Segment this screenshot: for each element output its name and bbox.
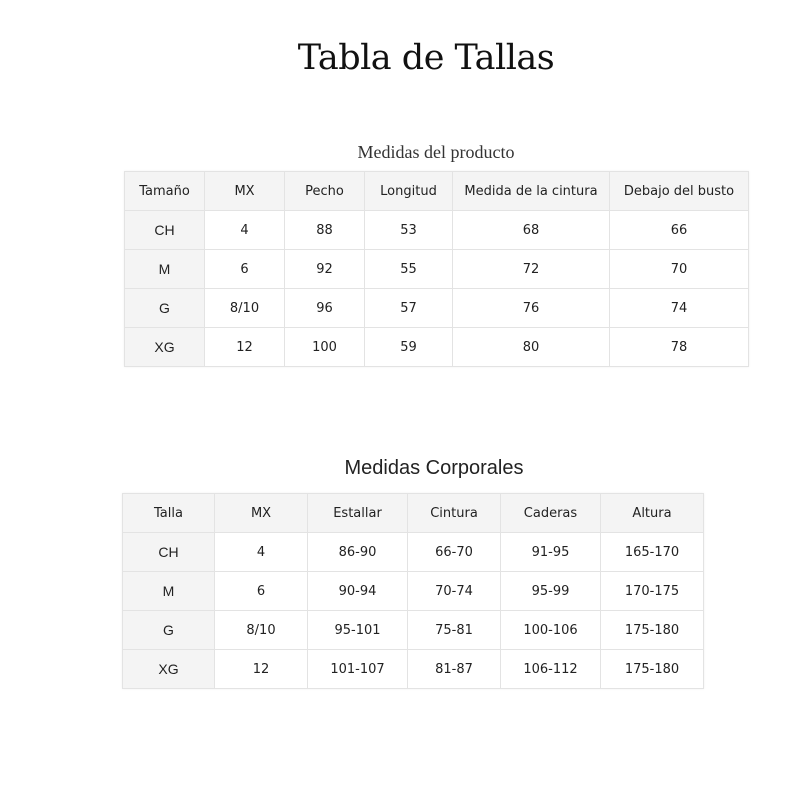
table-cell: 8/10 — [215, 611, 308, 650]
table-cell: 70-74 — [408, 572, 501, 611]
table-cell: 175-180 — [601, 650, 704, 689]
table-cell: 86-90 — [308, 533, 408, 572]
product-measurements-title: Medidas del producto — [357, 142, 515, 162]
body-measurements-title: Medidas Corporales — [344, 457, 524, 479]
size-cell: M — [125, 250, 205, 289]
table-cell: 8/10 — [205, 289, 285, 328]
size-cell: CH — [125, 211, 205, 250]
table-cell: 80 — [453, 328, 610, 367]
table-row — [123, 650, 704, 689]
table-cell: 12 — [205, 328, 285, 367]
column-header-bust: Estallar — [308, 494, 408, 533]
table-cell: 88 — [285, 211, 365, 250]
size-cell: XG — [123, 650, 215, 689]
table-cell: 90-94 — [308, 572, 408, 611]
table-cell: 95-99 — [501, 572, 601, 611]
column-header-mx: MX — [215, 494, 308, 533]
column-header-height: Altura — [601, 494, 704, 533]
product-measurements-table — [124, 171, 749, 367]
table-row — [125, 289, 749, 328]
column-header-chest: Pecho — [285, 172, 365, 211]
column-header-waist: Cintura — [408, 494, 501, 533]
table-cell: 170-175 — [601, 572, 704, 611]
size-cell: G — [125, 289, 205, 328]
table-cell: 6 — [205, 250, 285, 289]
table-cell: 66 — [610, 211, 749, 250]
table-cell: 95-101 — [308, 611, 408, 650]
column-header-hips: Caderas — [501, 494, 601, 533]
column-header-size: Talla — [123, 494, 215, 533]
table-cell: 74 — [610, 289, 749, 328]
table-header-row — [125, 172, 749, 211]
table-cell: 55 — [365, 250, 453, 289]
table-cell: 91-95 — [501, 533, 601, 572]
table-row — [125, 328, 749, 367]
table-cell: 53 — [365, 211, 453, 250]
table-cell: 70 — [610, 250, 749, 289]
table-cell: 4 — [205, 211, 285, 250]
column-header-underbust: Debajo del busto — [610, 172, 749, 211]
table-cell: 57 — [365, 289, 453, 328]
table-cell: 59 — [365, 328, 453, 367]
size-cell: CH — [123, 533, 215, 572]
table-cell: 106-112 — [501, 650, 601, 689]
table-cell: 175-180 — [601, 611, 704, 650]
table-cell: 72 — [453, 250, 610, 289]
table-cell: 101-107 — [308, 650, 408, 689]
table-row — [125, 250, 749, 289]
column-header-length: Longitud — [365, 172, 453, 211]
table-row — [123, 572, 704, 611]
column-header-mx: MX — [205, 172, 285, 211]
page-title: Tabla de Tallas — [297, 38, 555, 78]
table-cell: 92 — [285, 250, 365, 289]
table-row — [125, 211, 749, 250]
table-cell: 78 — [610, 328, 749, 367]
table-cell: 81-87 — [408, 650, 501, 689]
table-cell: 66-70 — [408, 533, 501, 572]
size-cell: XG — [125, 328, 205, 367]
table-cell: 68 — [453, 211, 610, 250]
table-cell: 76 — [453, 289, 610, 328]
table-cell: 96 — [285, 289, 365, 328]
size-cell: M — [123, 572, 215, 611]
table-header-row — [123, 494, 704, 533]
column-header-waist: Medida de la cintura — [453, 172, 610, 211]
table-row — [123, 533, 704, 572]
body-measurements-table — [122, 493, 704, 689]
table-cell: 12 — [215, 650, 308, 689]
size-cell: G — [123, 611, 215, 650]
table-cell: 6 — [215, 572, 308, 611]
table-cell: 100-106 — [501, 611, 601, 650]
table-cell: 100 — [285, 328, 365, 367]
column-header-size: Tamaño — [125, 172, 205, 211]
table-cell: 165-170 — [601, 533, 704, 572]
table-row — [123, 611, 704, 650]
table-cell: 75-81 — [408, 611, 501, 650]
table-cell: 4 — [215, 533, 308, 572]
